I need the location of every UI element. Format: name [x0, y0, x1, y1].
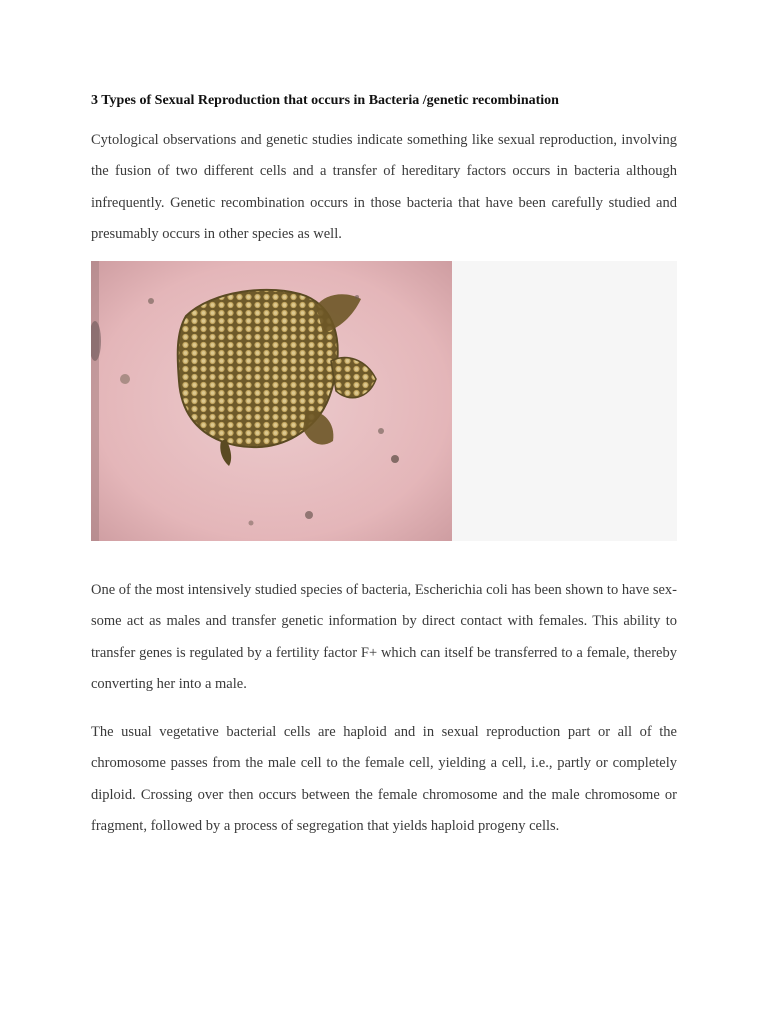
- document-title: 3 Types of Sexual Reproduction that occurs in Bacteria /genetic recombination: [91, 93, 559, 108]
- figure-container: [91, 261, 677, 541]
- paragraph-ecoli: One of the most intensively studied species of bacteria, Escherichia coli has been shown to have sex-some act as males and transfer genetic information by direct contact with females. This ability to transfer genes is regulated by a fertility factor F+ which can itself be transferred to a female, thereby converting her into a male.: [91, 582, 677, 692]
- paragraph-vegetative-cells: The usual vegetative bacterial cells are haploid and in sexual reproduction part or all of the chromosome passes from the male cell to the female cell, yielding a cell, i.e., partly or completely diploid. Crossing over then occurs between the female chromosome and the male chromosome or fragment, followed by a process of segregation that yields haploid progeny cells.: [91, 724, 677, 834]
- paragraph-intro: Cytological observations and genetic studies indicate something like sexual reproduction, involving the fusion of two different cells and a transfer of hereditary factors occurs in bacteria although infrequently. Genetic recombination occurs in those bacteria that have been carefully studied and presumably occurs in other species as well.: [91, 132, 677, 242]
- bacteria-colony-micrograph: [91, 261, 452, 541]
